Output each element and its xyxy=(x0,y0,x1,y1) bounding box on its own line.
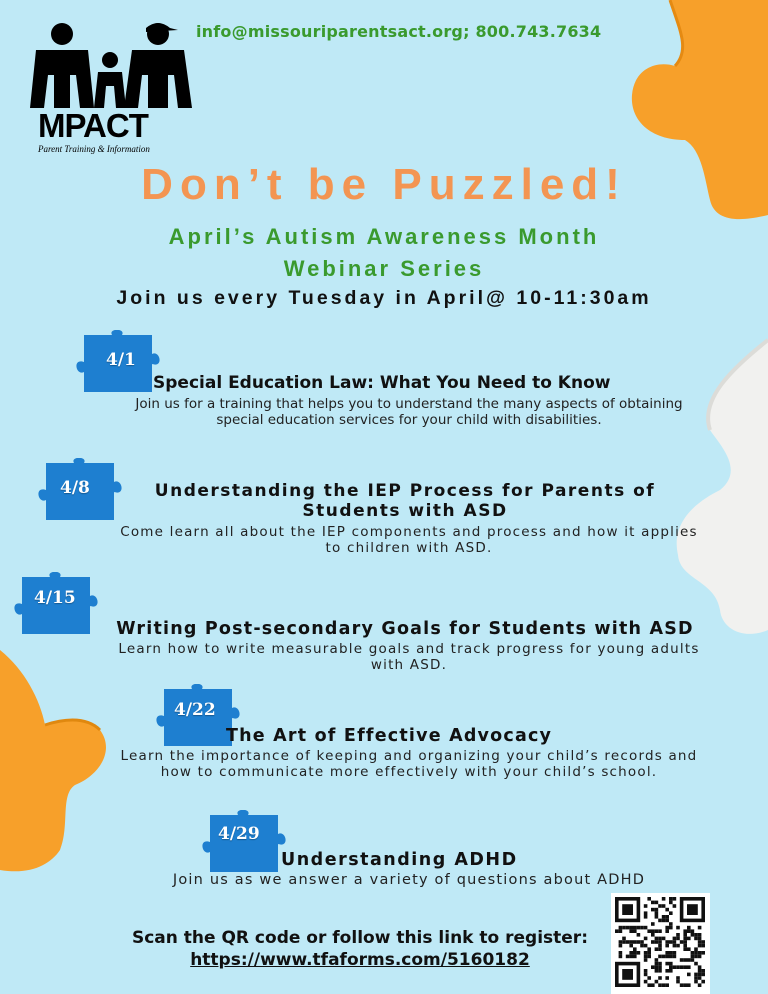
session-2-desc-line-1: Come learn all about the IEP components and process and how it applies xyxy=(120,524,698,540)
register-link[interactable]: https://www.tfaforms.com/5160182 xyxy=(190,950,530,970)
session-4-desc-line-1: Learn the importance of keeping and organizing your child’s records and xyxy=(120,748,698,764)
qr-code-graphic xyxy=(611,893,710,994)
session-1-date: 4/1 xyxy=(106,350,136,370)
schedule-line: Join us every Tuesday in April@ 10-11:30am xyxy=(116,287,652,309)
session-1-title: Special Education Law: What You Need to Know xyxy=(153,373,611,393)
page-title: Don’t be Puzzled! xyxy=(141,160,627,209)
session-4-date: 4/22 xyxy=(174,700,216,720)
session-1-badge xyxy=(74,330,164,396)
session-3-description xyxy=(60,641,758,673)
subtitle-line-1: April’s Autism Awareness Month xyxy=(168,224,600,249)
session-2-date: 4/8 xyxy=(60,478,90,498)
session-4-description xyxy=(60,748,758,780)
session-5-description xyxy=(60,872,758,888)
session-1-desc-line-1: Join us for a training that helps you to understand the many aspects of obtaining xyxy=(135,396,683,412)
session-2-desc-line-2: to children with ASD. xyxy=(325,540,493,556)
session-1-desc-line-2: special education services for your child with disabilities. xyxy=(216,412,602,428)
session-3-desc-line-2: with ASD. xyxy=(370,657,448,673)
session-5-badge xyxy=(200,810,290,876)
mpact-logo-figures xyxy=(20,20,200,110)
session-4-title: The Art of Effective Advocacy xyxy=(226,726,553,746)
session-2-badge xyxy=(36,458,126,524)
session-3-desc-line-1: Learn how to write measurable goals and track progress for young adults xyxy=(118,641,700,657)
session-5-desc-line-1: Join us as we answer a variety of questions about ADHD xyxy=(172,872,646,888)
session-4-desc-line-2: how to communicate more effectively with your child’s school. xyxy=(160,764,658,780)
session-3-date: 4/15 xyxy=(34,588,76,608)
session-5-title: Understanding ADHD xyxy=(281,850,518,870)
session-5-date: 4/29 xyxy=(218,824,260,844)
session-2-title-line-2: Students with ASD xyxy=(302,501,508,521)
subtitle-line-2: Webinar Series xyxy=(283,256,485,281)
logo-tagline: Parent Training & Information xyxy=(38,144,150,154)
session-2-description xyxy=(60,524,758,556)
session-2-title xyxy=(130,481,680,521)
logo-name: MPACT xyxy=(38,107,148,144)
session-3-title: Writing Post-secondary Goals for Students with ASD xyxy=(116,619,694,639)
contact-info: info@missouriparentsact.org; 800.743.7634 xyxy=(196,22,602,41)
session-2-title-line-1: Understanding the IEP Process for Parents of xyxy=(154,481,656,501)
register-instructions: Scan the QR code or follow this link to register: xyxy=(131,928,588,948)
session-1-description xyxy=(60,396,758,428)
qr-code[interactable] xyxy=(611,893,710,994)
